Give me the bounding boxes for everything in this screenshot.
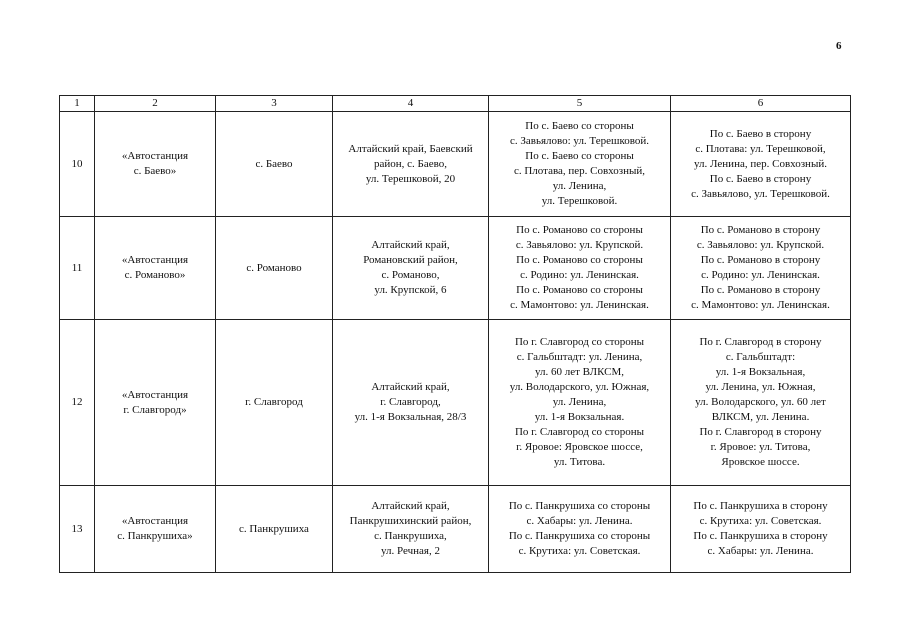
- station-name: «Автостанция с. Романово»: [95, 217, 216, 320]
- locality: с. Панкрушиха: [216, 486, 333, 573]
- address: Алтайский край, Панкрушихинский район, с. Панкрушиха, ул. Речная, 2: [333, 486, 489, 573]
- locality: с. Баево: [216, 112, 333, 217]
- route-from: По с. Панкрушиха со стороны с. Хабары: ул. Ленина. По с. Панкрушиха со стороны с. Крутиха: ул. Советская.: [489, 486, 671, 573]
- page-number: 6: [836, 40, 842, 52]
- locality: г. Славгород: [216, 320, 333, 486]
- route-to: По с. Баево в сторону с. Плотава: ул. Терешковой, ул. Ленина, пер. Совхозный. По с. Баево в сторону с. Завьялово, ул. Терешковой.: [671, 112, 851, 217]
- route-to: По с. Романово в сторону с. Завьялово: ул. Крупской. По с. Романово в сторону с. Родино: ул. Ленинская. По с. Романово в сторону с. Мамонтово: ул. Ленинская.: [671, 217, 851, 320]
- column-header: 4: [333, 96, 489, 112]
- column-header: 1: [60, 96, 95, 112]
- address: Алтайский край, Романовский район, с. Романово, ул. Крупской, 6: [333, 217, 489, 320]
- routes-table: [59, 95, 851, 573]
- route-from: По с. Романово со стороны с. Завьялово: ул. Крупской. По с. Романово со стороны с. Родино: ул. Ленинская. По с. Романово со стороны с. Мамонтово: ул. Ленинская.: [489, 217, 671, 320]
- column-header: 5: [489, 96, 671, 112]
- table-row: [60, 486, 851, 573]
- table-header-row: [60, 96, 851, 112]
- address: Алтайский край, Баевский район, с. Баево, ул. Терешковой, 20: [333, 112, 489, 217]
- route-from: По г. Славгород со стороны с. Гальбштадт: ул. Ленина, ул. 60 лет ВЛКСМ, ул. Володарского, ул. Южная, ул. Ленина, ул. 1-я Вокзальная. По г. Славгород со стороны г. Яровое: Яровское шоссе, ул. Титова.: [489, 320, 671, 486]
- table-row: [60, 217, 851, 320]
- station-name: «Автостанция г. Славгород»: [95, 320, 216, 486]
- station-name: «Автостанция с. Баево»: [95, 112, 216, 217]
- row-number: 10: [60, 112, 95, 217]
- row-number: 12: [60, 320, 95, 486]
- address: Алтайский край, г. Славгород, ул. 1-я Вокзальная, 28/3: [333, 320, 489, 486]
- column-header: 6: [671, 96, 851, 112]
- locality: с. Романово: [216, 217, 333, 320]
- column-header: 2: [95, 96, 216, 112]
- row-number: 13: [60, 486, 95, 573]
- station-name: «Автостанция с. Панкрушиха»: [95, 486, 216, 573]
- table-row: [60, 112, 851, 217]
- route-to: По с. Панкрушиха в сторону с. Крутиха: ул. Советская. По с. Панкрушиха в сторону с. Хабары: ул. Ленина.: [671, 486, 851, 573]
- route-to: По г. Славгород в сторону с. Гальбштадт: ул. 1-я Вокзальная, ул. Ленина, ул. Южная, ул. Володарского, ул. 60 лет ВЛКСМ, ул. Ленина. По г. Славгород в сторону г. Яровое: ул. Титова, Яровское шоссе.: [671, 320, 851, 486]
- table-row: [60, 320, 851, 486]
- column-header: 3: [216, 96, 333, 112]
- route-from: По с. Баево со стороны с. Завьялово: ул. Терешковой. По с. Баево со стороны с. Плотава, пер. Совхозный, ул. Ленина, ул. Терешковой.: [489, 112, 671, 217]
- row-number: 11: [60, 217, 95, 320]
